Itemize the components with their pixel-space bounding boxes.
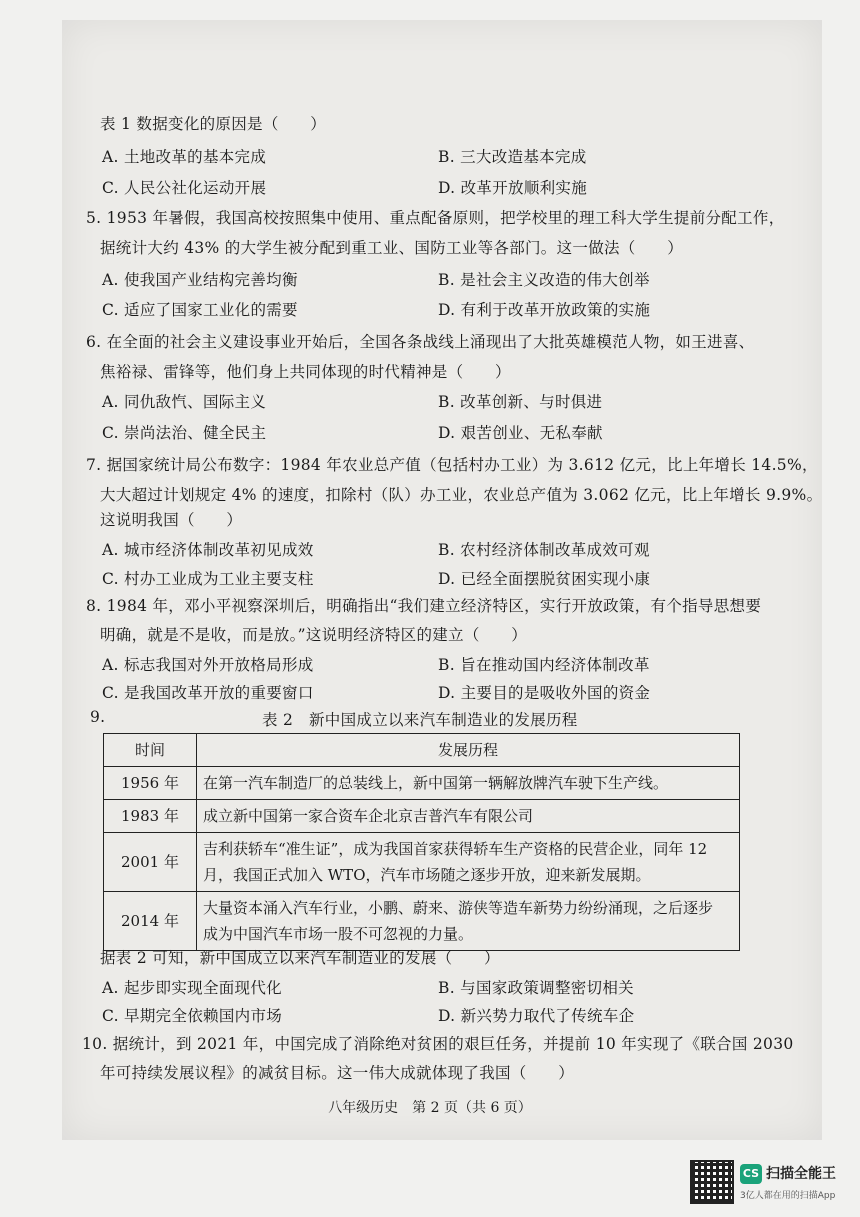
scanner-tagline: 3亿人都在用的扫描App xyxy=(740,1191,836,1201)
table-cell-year: 1956 年 xyxy=(104,767,197,800)
q9-option-d[interactable]: D. 新兴势力取代了传统车企 xyxy=(438,1007,635,1025)
q8-option-c[interactable]: C. 是我国改革开放的重要窗口 xyxy=(102,684,314,702)
q7-stem-line2: 大大超过计划规定 4% 的速度，扣除村（队）办工业，农业总产值为 3.062 亿元，比上年增长 9.9%。 xyxy=(100,486,823,504)
table2-caption: 表 2 新中国成立以来汽车制造业的发展历程 xyxy=(262,711,578,729)
q5-option-c[interactable]: C. 适应了国家工业化的需要 xyxy=(102,301,298,319)
q8-option-b[interactable]: B. 旨在推动国内经济体制改革 xyxy=(438,656,650,674)
q9-option-c[interactable]: C. 早期完全依赖国内市场 xyxy=(102,1007,283,1025)
table-cell-text xyxy=(197,833,740,892)
q9-number: 9. xyxy=(90,708,106,726)
q4-option-d[interactable]: D. 改革开放顺利实施 xyxy=(438,179,588,197)
q5-option-d[interactable]: D. 有利于改革开放政策的实施 xyxy=(438,301,651,319)
page-footer: 八年级历史 第 2 页（共 6 页） xyxy=(328,1100,532,1116)
q4-stem: 表 1 数据变化的原因是（ ） xyxy=(100,115,327,133)
scanner-app-name: 扫描全能王 xyxy=(766,1166,836,1182)
q4-option-b[interactable]: B. 三大改造基本完成 xyxy=(438,148,587,166)
q5-stem-line1: 5. 1953 年暑假，我国高校按照集中使用、重点配备原则，把学校里的理工科大学生提前分配工作， xyxy=(86,209,785,227)
q8-option-a[interactable]: A. 标志我国对外开放格局形成 xyxy=(102,656,314,674)
q5-option-a[interactable]: A. 使我国产业结构完善均衡 xyxy=(102,271,298,289)
q7-stem-line1: 7. 据国家统计局公布数字：1984 年农业总产值（包括村办工业）为 3.612 亿元，比上年增长 14.5%， xyxy=(86,456,818,474)
table-cell-year: 2001 年 xyxy=(104,833,197,892)
q4-option-c[interactable]: C. 人民公社化运动开展 xyxy=(102,179,267,197)
qr-code-icon xyxy=(690,1160,734,1204)
table-row xyxy=(104,767,740,800)
table-row xyxy=(104,833,740,892)
q7-option-b[interactable]: B. 农村经济体制改革成效可观 xyxy=(438,541,650,559)
q7-stem-line3: 这说明我国（ ） xyxy=(100,511,243,529)
q7-option-c[interactable]: C. 村办工业成为工业主要支柱 xyxy=(102,570,314,588)
q9-stem: 据表 2 可知，新中国成立以来汽车制造业的发展（ ） xyxy=(100,949,500,967)
table-cell-text-line2: 成为中国汽车市场一股不可忽视的力量。 xyxy=(203,925,474,943)
table-cell-text xyxy=(197,892,740,951)
table-cell-year: 2014 年 xyxy=(104,892,197,951)
table2 xyxy=(103,733,740,951)
q9-option-b[interactable]: B. 与国家政策调整密切相关 xyxy=(438,979,634,997)
q10-stem-line1: 10. 据统计，到 2021 年，中国完成了消除绝对贫困的艰巨任务，并提前 10 年实现了《联合国 2030 xyxy=(82,1035,794,1053)
q6-option-a[interactable]: A. 同仇敌忾、国际主义 xyxy=(102,393,267,411)
q10-stem-line2: 年可持续发展议程》的减贫目标。这一伟大成就体现了我国（ ） xyxy=(100,1064,575,1082)
q5-stem-line2: 据统计大约 43% 的大学生被分配到重工业、国防工业等各部门。这一做法（ ） xyxy=(100,239,684,257)
table-cell-text-line1: 吉利获轿车“准生证”，成为我国首家获得轿车生产资格的民营企业，同年 12 xyxy=(203,840,708,858)
q4-option-a[interactable]: A. 土地改革的基本完成 xyxy=(102,148,267,166)
table-header-development: 发展历程 xyxy=(197,734,740,767)
table-row xyxy=(104,892,740,951)
table-header-row xyxy=(104,734,740,767)
table-row xyxy=(104,800,740,833)
q6-option-c[interactable]: C. 崇尚法治、健全民主 xyxy=(102,424,267,442)
camscanner-logo-icon: CS xyxy=(740,1164,762,1184)
table-cell-text-line1: 大量资本涌入汽车行业，小鹏、蔚来、游侠等造车新势力纷纷涌现，之后逐步 xyxy=(203,899,714,917)
q7-option-d[interactable]: D. 已经全面摆脱贫困实现小康 xyxy=(438,570,651,588)
q6-stem-line1: 6. 在全面的社会主义建设事业开始后，全国各条战线上涌现出了大批英雄模范人物，如王进喜、 xyxy=(86,333,755,351)
q9-option-a[interactable]: A. 起步即实现全面现代化 xyxy=(102,979,282,997)
table-cell-year: 1983 年 xyxy=(104,800,197,833)
table-header-time: 时间 xyxy=(104,734,197,767)
q8-option-d[interactable]: D. 主要目的是吸收外国的资金 xyxy=(438,684,651,702)
q6-option-b[interactable]: B. 改革创新、与时俱进 xyxy=(438,393,603,411)
q6-option-d[interactable]: D. 艰苦创业、无私奉献 xyxy=(438,424,603,442)
q6-stem-line2: 焦裕禄、雷锋等，他们身上共同体现的时代精神是（ ） xyxy=(100,363,511,381)
q8-stem-line1: 8. 1984 年，邓小平视察深圳后，明确指出“我们建立经济特区，实行开放政策，有个指导思想要 xyxy=(86,597,762,615)
scanner-watermark xyxy=(690,1160,850,1210)
table-cell-text: 成立新中国第一家合资车企北京吉普汽车有限公司 xyxy=(197,800,740,833)
table-cell-text-line2: 月，我国正式加入 WTO，汽车市场随之逐步开放，迎来新发展期。 xyxy=(203,866,651,884)
q7-option-a[interactable]: A. 城市经济体制改革初见成效 xyxy=(102,541,314,559)
q5-option-b[interactable]: B. 是社会主义改造的伟大创举 xyxy=(438,271,650,289)
table-cell-text: 在第一汽车制造厂的总装线上，新中国第一辆解放牌汽车驶下生产线。 xyxy=(197,767,740,800)
q8-stem-line2: 明确，就是不是收，而是放。”这说明经济特区的建立（ ） xyxy=(100,626,528,644)
